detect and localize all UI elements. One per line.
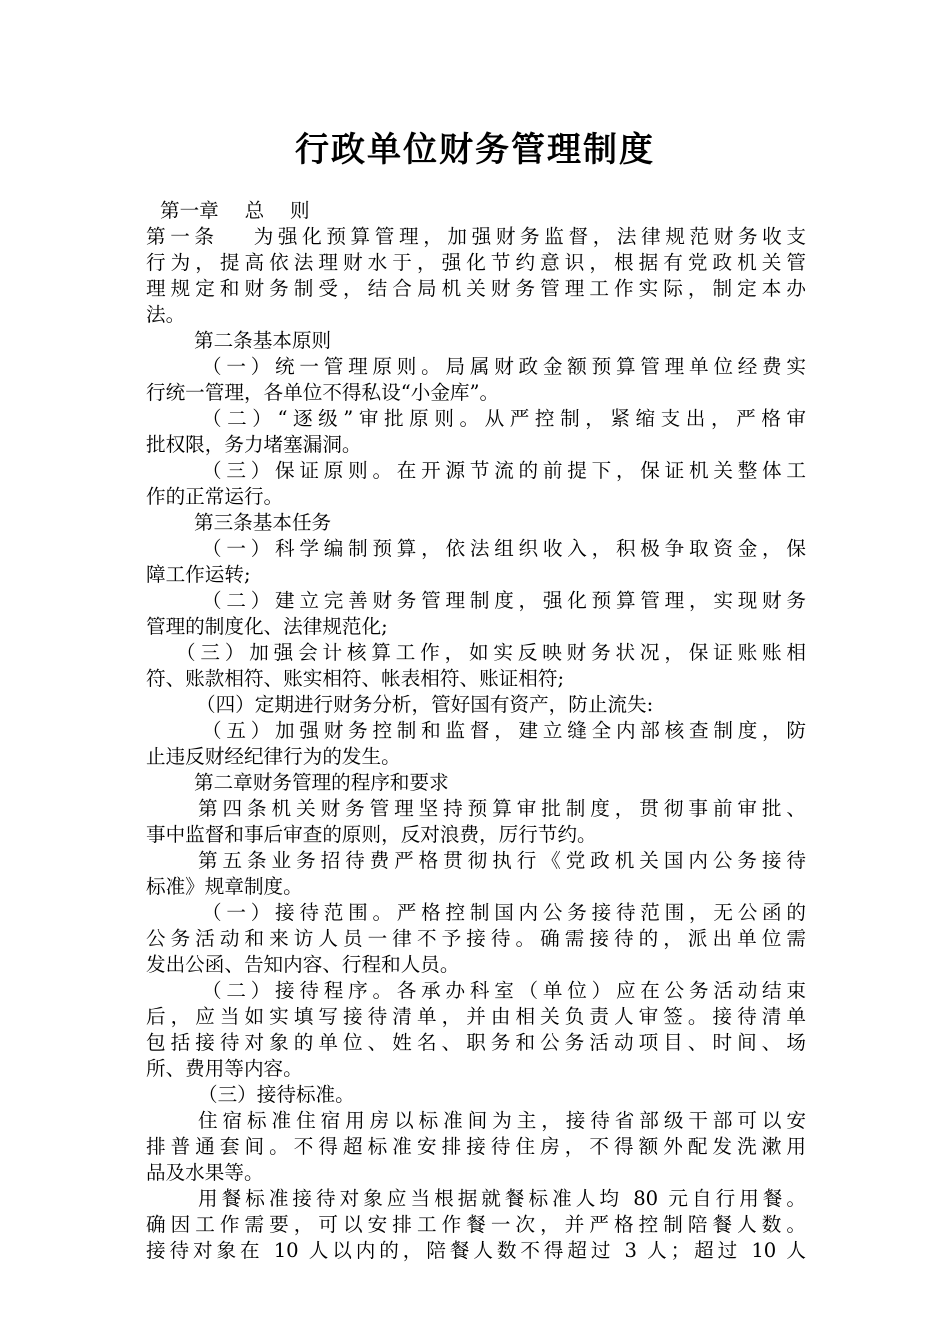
text-line: 标准》规章制度。: [146, 875, 303, 898]
text-line: 包括接待对象的单位、姓名、职务和公务活动项目、时间、场: [146, 1031, 806, 1054]
text-line: （三）保证原则。在开源节流的前提下，保证机关整体工: [202, 459, 806, 482]
text-line: 所、费用等内容。: [146, 1057, 303, 1080]
text-line: 批权限，务力堵塞漏洞。: [146, 433, 362, 456]
text-line: （一）接待范围。严格控制国内公务接待范围，无公函的: [202, 901, 806, 924]
text-line: （二）“逐级”审批原则。从严控制，紧缩支出，严格审: [202, 407, 806, 430]
text-line: （四）定期进行财务分析，管好国有资产，防止流失:: [196, 693, 654, 716]
text-line: 第二章财务管理的程序和要求: [194, 771, 449, 794]
text-line: 管理的制度化、法律规范化;: [146, 615, 388, 638]
text-line: 行统一管理，各单位不得私设“小金库”。: [146, 381, 500, 404]
text-line: 作的正常运行。: [146, 485, 284, 508]
text-line: 障工作运转;: [146, 563, 251, 586]
text-line: 品及水果等。: [146, 1161, 264, 1184]
text-line: 发出公函、告知内容、行程和人员。: [146, 953, 460, 976]
text-line: 后，应当如实填写接待清单，并由相关负责人审签。接待清单: [146, 1005, 806, 1028]
text-line: 第二条基本原则: [194, 329, 332, 352]
document-title: 行政单位财务管理制度: [295, 130, 655, 170]
text-line: （三）接待标准。: [198, 1083, 355, 1106]
text-line: 排普通套间。不得超标准安排接待住房，不得额外配发洗漱用: [146, 1135, 806, 1158]
text-line: 确因工作需要，可以安排工作餐一次，并严格控制陪餐人数。: [146, 1213, 806, 1236]
text-line: 第一章 总 则: [160, 199, 310, 222]
text-line: （一）科学编制预算，依法组织收入，积极争取资金，保: [202, 537, 806, 560]
text-line: （二）建立完善财务管理制度，强化预算管理，实现财务: [202, 589, 806, 612]
text-line: 第四条机关财务管理坚持预算审批制度，贯彻事前审批、: [198, 797, 806, 820]
text-line: （五）加强财务控制和监督，建立缝全内部核查制度，防: [202, 719, 806, 742]
text-line: 第五条业务招待费严格贯彻执行《党政机关国内公务接待: [198, 849, 806, 872]
text-line: 用餐标准接待对象应当根据就餐标准人均 80 元自行用餐。: [198, 1187, 806, 1210]
text-line: （三）加强会计核算工作，如实反映财务状况，保证账账相: [176, 641, 806, 664]
text-line: 理规定和财务制受，结合局机关财务管理工作实际，制定本办: [146, 277, 806, 300]
text-line: 符、账款相符、账实相符、帐表相符、账证相符;: [146, 667, 565, 690]
text-line: （一）统一管理原则。局属财政金额预算管理单位经费实: [202, 355, 806, 378]
text-line: 接待对象在 10 人以内的，陪餐人数不得超过 3 人；超过 10 人: [146, 1239, 806, 1262]
text-line: 第一条 为强化预算管理，加强财务监督，法律规范财务收支: [146, 225, 806, 248]
text-line: 行为，提高依法理财水于，强化节约意识，根据有党政机关管: [146, 251, 806, 274]
text-line: 法。: [146, 303, 186, 326]
text-line: 止违反财经纪律行为的发生。: [146, 745, 401, 768]
document-body: [146, 198, 806, 1264]
text-line: 住宿标准住宿用房以标准间为主，接待省部级干部可以安: [198, 1109, 806, 1132]
text-line: 事中监督和事后审查的原则，反对浪费，厉行节约。: [146, 823, 597, 846]
text-line: 公务活动和来访人员一律不予接待。确需接待的，派出单位需: [146, 927, 806, 950]
text-line: 第三条基本任务: [194, 511, 332, 534]
text-line: （二）接待程序。各承办科室（单位）应在公务活动结束: [202, 979, 806, 1002]
